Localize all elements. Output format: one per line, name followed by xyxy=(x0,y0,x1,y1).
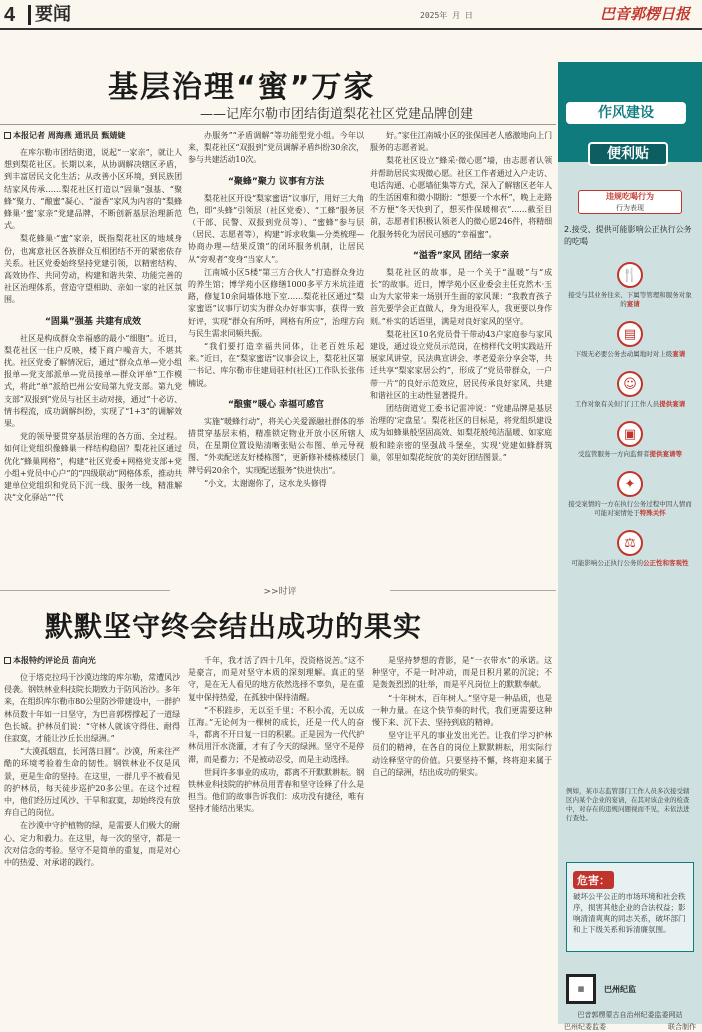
paragraph: 党的领导要贯穿基层治理的各方面、全过程。如何让党组织像蜂巢一样结构稳固？梨花社区通过优化“蜂巢网格”，构建“社区党委+网格党支部+党小组+党员中心户”的“四级联动”网格体系，推动共建单位党组织和党员下沉一线、服务一线，精准解决“文化驿站”“代 xyxy=(4,432,182,503)
paragraph: 在库尔勒市团结街道，说起“一家亲”，就让人想到梨花社区。长期以来，从协调解决辖区矛盾，到丰富居民文化生活；从改善小区环境，到民族团结家风传承……梨花社区打造以“固巢”强基、“聚蜂”聚力、“酿蜜”凝心、“溢香”家风为内容的“梨蜂蜂巢·‘蜜’家亲”党建品牌，不断创新基层治理新范式。 xyxy=(4,148,182,231)
paragraph: 梨花社区设立“蜂采·微心愿”墙，由志愿者认领并帮助居民实现微心愿。社区工作者通过入户走访、电话沟通、心愿墙征集等方式，深入了解辖区老年人的生活困难和微小期盼：“想要一个水杯”，晚上走路不方便“冬天快到了，想买件保暖棉衣”……截至目前，志愿者们积极认领老人的微心愿246件，将精细化服务转化为居民可感的“幸福蜜”。 xyxy=(370,156,552,239)
list-item: ▤ 下级无必要公务去动属地时对上级宴请 xyxy=(566,321,694,359)
paragraph: 是坚持梦想的背影，是“一衣带水”的承诺。这种坚守，不是一时冲动，而是日积月累的沉淀；不是轰轰烈烈的壮举，而是平凡岗位上的默默奉献。 xyxy=(372,656,552,690)
article2-column-3 xyxy=(372,655,552,1024)
qr-block xyxy=(566,972,694,1006)
paragraph: 梨花社区开设“梨家蜜语”议事厅，用好三大角色，即“头蜂”引领层（社区党委）、“工蜂”服务层（干部、民警、双报到党员等）、“蜜蜂”参与层（居民、志愿者等），构建“诉求收集—分类梳理—协商办理—结果反馈”的闭环服务机制，让居民从“旁观者”变身“当家人”。 xyxy=(188,193,364,264)
sidebar-title: 作风建设 xyxy=(566,102,686,124)
paragraph: 社区是构成群众幸福感的最小“细胞”。近日，梨花社区一住户反映，楼下商户噪音大，不堪其扰。社区党委了解情况后，通过“群众点单—党小组报单—党支部派单—党员接单—群众评单”工作模式，将此“单”派给巴州公安局第九党支部。第九党支部“双报到”党员与社区主动对接，通过“十必访、情书程流，成功调解纠纷，实现了“1+3”的调解效果。 xyxy=(4,333,182,429)
paragraph: 团结街道党工委书记雷冲说：“党建品牌是基层治理的‘定盘星’。梨花社区的目标是，将党组织建设成为如蜂巢般坚固高效、如梨花般纯洁温暖、如家庭般和睦亲密的坚强战斗堡垒，实现‘党建如蜂群筑巢，邻里如梨花绽放’的美好团结图景。” xyxy=(370,404,552,462)
masthead: 巴音郭楞日报 xyxy=(600,5,691,23)
article1-column-2 xyxy=(188,130,364,580)
sidebar-subtitle: 便利贴 xyxy=(588,142,668,166)
sidebar-panel xyxy=(558,62,702,1031)
byline: 本报记者 周海燕 通讯员 甄婧婕 xyxy=(4,130,182,141)
paragraph: “大漠孤烟直，长河落日圆”。沙漠，所来往严酷的环境考验着生命的韧性。钢铁林业不仅是风景，更是生命的坚持。在这里，一群几乎不被看见的护林员，每天徒步巡护20多公里。在这个过程中，他们经历过风沙、干旱和寂寞，却始终没有放弃自己的岗位。 xyxy=(4,747,180,818)
briefcase-icon: ▣ xyxy=(617,421,643,447)
footer-right: 联合制作 xyxy=(668,1023,696,1031)
sidebar-footer-org: 巴音郭楞蒙古自治州纪委监委网站 xyxy=(577,1011,683,1019)
paragraph: 世间许多事业的成功，都离不开默默耕耘。钢铁林业科技院的护林员用青春和坚守诠释了什么是担当。他们的故事告诉我们：成功没有捷径，唯有坚持才能结出果实。 xyxy=(188,767,364,814)
subheading: “酿蜜”暖心 幸福可感官 xyxy=(228,399,324,410)
dateline: 2025年 月 日 xyxy=(420,11,473,20)
article-subhead: ——记库尔勒市团结街道梨花社区党建品牌创建 xyxy=(200,107,474,122)
scales-icon: ⚖ xyxy=(617,530,643,556)
building-icon: ▤ xyxy=(617,321,643,347)
paragraph: 梨花社区10名党员骨干带动43户家庭参与家风建设，通过设立党员示范岗，在榜样代文明实践站开展家风讲堂，民法典宣讲会、孝老爱亲分享会等，共迁共享“梨家家居公约”，形成了“党员带群众，一户带一片”的良好示范效应，居民传承良好家风、共建和谐社区的主动性显著提升。 xyxy=(370,329,552,400)
list-item: 🍴 接受与其业务往来、下属等管理和服务对象的宴请 xyxy=(566,262,694,309)
list-item: ▣ 受监管服务一方向监督者提供宴请等 xyxy=(566,421,694,459)
subheading: “溢香”家风 团结一家亲 xyxy=(413,250,509,261)
qr-label: 巴州纪监 xyxy=(604,984,636,994)
handshake-icon: ✦ xyxy=(617,471,643,497)
article1-column-3 xyxy=(370,130,552,580)
warning-text: 破坏公平公正的市场环境和社会秩序，损害其他企业的合法权益；影响清清爽爽的同志关系，破坏部门和上下级关系和诉清廉氛围。 xyxy=(573,892,686,934)
divider xyxy=(0,124,556,125)
page-header xyxy=(0,0,702,30)
people-icon: ☺ xyxy=(617,371,643,397)
warning-tag: 危害： xyxy=(573,871,614,889)
sidebar-heading: 2.接受、提供可能影响公正执行公务的吃喝 xyxy=(564,225,692,246)
article2-column-2 xyxy=(188,655,364,1024)
subheading: “聚蜂”聚力 议事有方法 xyxy=(228,176,324,187)
footer-left: 巴州纪委监委 xyxy=(564,1023,606,1031)
paragraph: 位于塔克拉玛干沙漠边缘的库尔勒，常遭风沙侵袭。钢铁林业科技院长期致力于防风治沙。多年来，在组织库尔勒市80公里防沙带建设中，一群护林员数十年如一日坚守，为巴音郭楞撑起了一道绿色长城。护林员们说：“守林人就该守得住、耐得住寂寞，才能让沙丘长出绿洲。” xyxy=(4,673,180,744)
paragraph: 办服务”“矛盾调解”等功能型党小组。今年以来，梨花社区“双报到”党员调解矛盾纠纷30余次，参与共建活动10次。 xyxy=(188,131,364,165)
commentary-headline: 默默坚守终会结出成功的果实 xyxy=(45,610,423,643)
paragraph: 实施“暖蜂行动”，将关心关爱源融社群体的举措贯穿基层末梢，精准锁定物业开放小区所辖人员，在星期位置设贴清晰张贴公布图、单元导视图、“外卖配送友好楼栋图”，更新修补楼栋楼层门牌号码20余个，实现配送服务“快进快出”。 xyxy=(188,416,364,475)
paragraph: 梨花蜂巢·“蜜”家亲，既指梨花社区的地域身份，也寓意社区各族群众互相团结不开的紧密依存关系。社区党委始终坚持党建引领，以精密结构、高效协作、共同劳动，构建和谐共荣、功能完善的社区治理体系，营造守望相助、亲如一家的社区氛围。 xyxy=(4,234,182,305)
page-number: 4 xyxy=(4,4,16,26)
article1-column-1 xyxy=(4,130,182,580)
warning-box xyxy=(566,862,694,952)
paragraph: “我们要打造幸福共同体，让老百姓乐起来。”近日，在“梨家蜜语”议事会议上，梨花社区第一书记、库尔勒市住建局驻村(社区)工作队长张伟楠说。 xyxy=(188,342,364,388)
paragraph: “十年树木，百年树人。”坚守是一种品质，也是一种力量。在这个快节奏的时代，我们更需要这种慢下来、沉下去、坚持到底的精神。 xyxy=(372,693,552,728)
paragraph: “不积跬步，无以至千里；不积小流，无以成江海。”无论何为一棵树的成长，还是一代人的奋斗，都离不开日复一日的积累。正是因为一代代护林员用汗水浇灌，才有了今天的绿洲。坚守不是停滞，而是蓄力；不是被动忍受，而是主动选择。 xyxy=(188,705,364,764)
paragraph: 在沙漠中守护植物的绿，是需要人们极大的耐心、定力和毅力。在这里，每一次的坚守，都是一次对信念的考验。坚守不是简单的重复，而是对心中的热爱、对承诺的践行。 xyxy=(4,821,180,868)
paragraph: 梨花社区的故事，是一个关于“温暖”与“成长”的故事。近日，博学苑小区业委会主任克然木·玉山为大家带来一场别开生面的家风课：“我教育孩子首先要学会正直做人，身为退役军人，我更要以身作则。”朴实的话语里，满是对良好家风的坚守。 xyxy=(370,267,552,326)
article2-column-1 xyxy=(4,655,180,1024)
qr-code-icon: ▦ xyxy=(566,974,596,1004)
section-tag-commentary: >>时评 xyxy=(170,584,390,597)
paragraph: 千年，我才活了四十几年，没资格说苦。”这不是豪言，而是对坚守本质的深刻理解。真正的坚守，是在无人看见的地方依然选择不辜负，是在重复中保持热爱，在孤独中保持清醒。 xyxy=(188,656,364,702)
paragraph: 坚守让平凡的事业发出光芒。让我们学习护林员们的精神，在各自的岗位上默默耕耘，用实际行动诠释坚守的价值。只要坚持不懈，终将迎来属于自己的绿洲，结出成功的果实。 xyxy=(372,731,552,777)
paragraph: 好。”家住江南城小区的张保国老人感激地向上门服务的志愿者说。 xyxy=(370,131,552,153)
dining-icon: 🍴 xyxy=(617,262,643,288)
list-item: ⚖ 可能影响公正执行公务的公正性和客观性 xyxy=(566,530,694,568)
subheading: “固巢”强基 共建有成效 xyxy=(45,316,141,327)
article-headline: 基层治理“蜜”万家 xyxy=(108,70,376,105)
case-example: 例如，某市志监管部门工作人员多次接受辖区内某个企业的宴请，在其对该企业的检查中，对存在的违规问题视而不见，未依法进行查处。 xyxy=(566,787,690,822)
list-item: ☺ 工作对象有关但门门工作人员提供宴请 xyxy=(566,371,694,409)
sidebar-list xyxy=(566,262,694,580)
section-name: 要闻 xyxy=(28,5,71,25)
list-item: ✦ 接受案情的一方在执行公务过程中因人情而可能对案情处于特殊关怀 xyxy=(566,471,694,518)
paragraph: “小文，太谢谢你了，这水龙头修得 xyxy=(204,478,327,488)
sidebar-footer xyxy=(564,1022,696,1032)
byline: 本报特约评论员 苗向光 xyxy=(4,655,180,666)
paragraph: 江南城小区5楼“第三方合伙人”打造群众身边的养生馆；博学苑小区修缮1000多平方米坑洼道路，修复10余间墙体地下室……梨花社区通过“梨家蜜语”议事厅切实为群众办好事实事，获得一致好评，实现“群众有所呼，网格有所应”，治理方向与民生需求同频共振。 xyxy=(188,267,364,338)
sidebar-tag: 违规吃喝行为 行为表现 xyxy=(578,190,682,214)
